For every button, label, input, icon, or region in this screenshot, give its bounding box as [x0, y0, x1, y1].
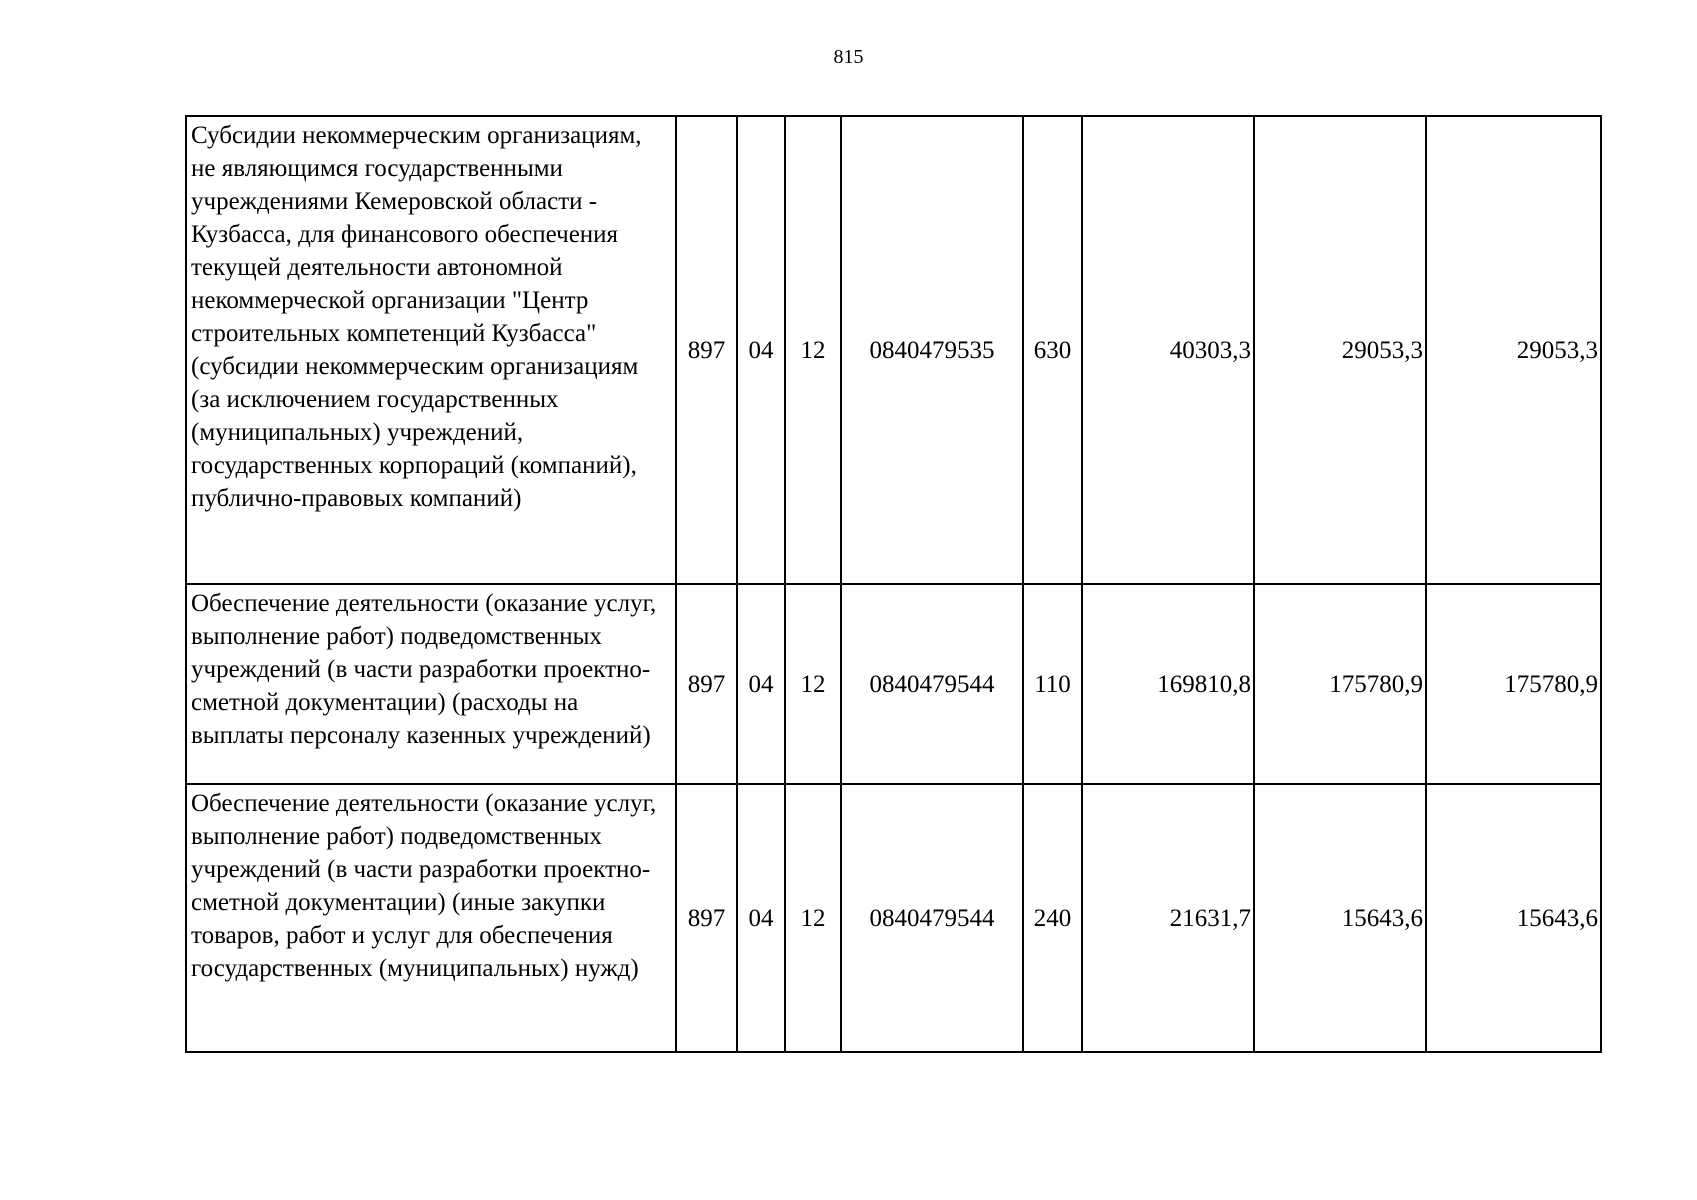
amount-3-cell: 175780,9 — [1426, 584, 1601, 784]
amount-2-cell: 29053,3 — [1254, 116, 1426, 584]
section-code-cell: 04 — [737, 584, 785, 784]
subsection-code-cell: 12 — [785, 784, 841, 1052]
amount-3-cell: 29053,3 — [1426, 116, 1601, 584]
amount-2-cell: 175780,9 — [1254, 584, 1426, 784]
expense-name-cell: Обеспечение деятельности (оказание услуг, выполнение работ) подведомственных учреждений (в части разработки проектно-сметной документации) (расходы на выплаты персоналу казенных учреждений) — [186, 584, 676, 784]
amount-1-cell: 21631,7 — [1082, 784, 1254, 1052]
expense-type-cell: 240 — [1023, 784, 1082, 1052]
amount-2-cell: 15643,6 — [1254, 784, 1426, 1052]
table-row — [186, 784, 1601, 1052]
ministry-code-cell: 897 — [676, 784, 737, 1052]
expense-type-cell: 630 — [1023, 116, 1082, 584]
subsection-code-cell: 12 — [785, 116, 841, 584]
amount-1-cell: 169810,8 — [1082, 584, 1254, 784]
target-article-cell: 0840479544 — [841, 784, 1023, 1052]
amount-3-cell: 15643,6 — [1426, 784, 1601, 1052]
expense-name-cell: Обеспечение деятельности (оказание услуг, выполнение работ) подведомственных учреждений (в части разработки проектно-сметной документации) (иные закупки товаров, работ и услуг для обеспечения государственных (муниципальных) нужд) — [186, 784, 676, 1052]
budget-table — [185, 115, 1602, 1053]
ministry-code-cell: 897 — [676, 584, 737, 784]
section-code-cell: 04 — [737, 116, 785, 584]
target-article-cell: 0840479535 — [841, 116, 1023, 584]
expense-name-cell: Субсидии некоммерческим организациям, не являющимся государственными учреждениями Кемеровской области - Кузбасса, для финансового обеспечения текущей деятельности автономной некоммерческой организации "Центр строительных компетенций Кузбасса" (субсидии некоммерческим организациям (за исключением государственных (муниципальных) учреждений, государственных корпораций (компаний), публично-правовых компаний) — [186, 116, 676, 584]
section-code-cell: 04 — [737, 784, 785, 1052]
target-article-cell: 0840479544 — [841, 584, 1023, 784]
page-number: 815 — [833, 46, 864, 68]
expense-type-cell: 110 — [1023, 584, 1082, 784]
table-row — [186, 116, 1601, 584]
subsection-code-cell: 12 — [785, 584, 841, 784]
ministry-code-cell: 897 — [676, 116, 737, 584]
table-row — [186, 584, 1601, 784]
amount-1-cell: 40303,3 — [1082, 116, 1254, 584]
